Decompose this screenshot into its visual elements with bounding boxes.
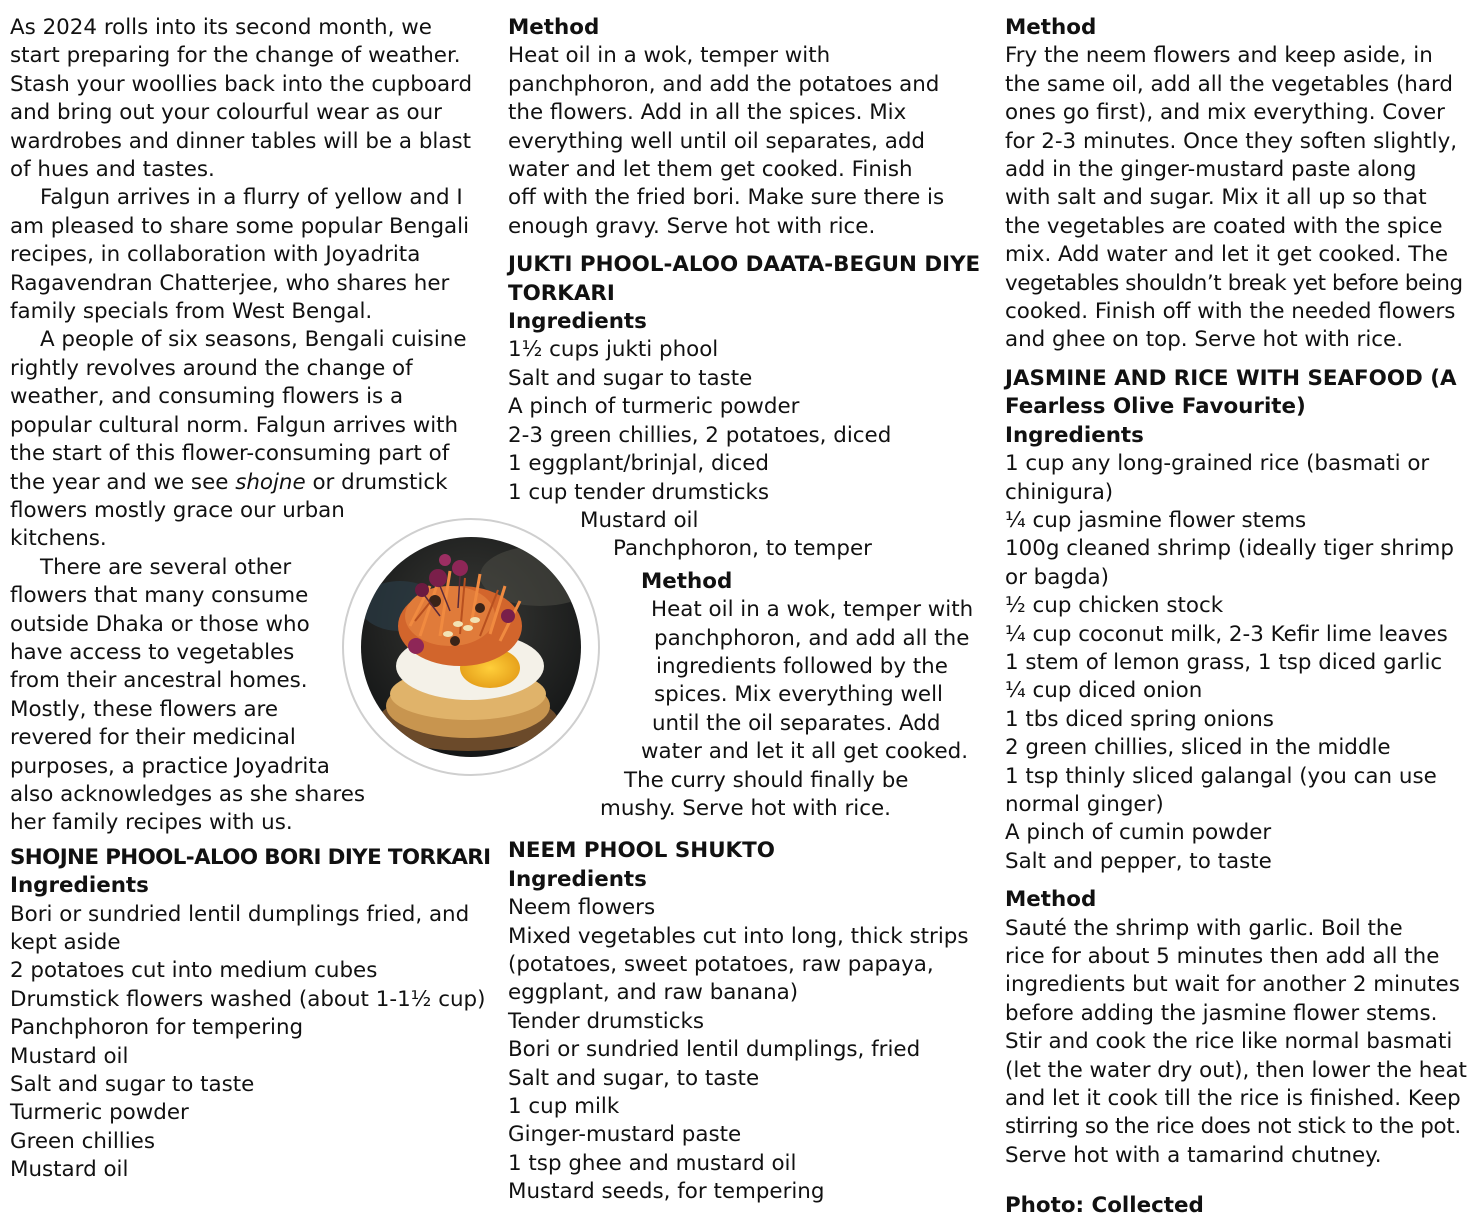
ingredient-line: ¼ cup jasmine flower stems bbox=[1005, 507, 1307, 533]
method-line: until the oil separates. Add bbox=[652, 710, 941, 736]
ingredient-line: ½ cup chicken stock bbox=[1005, 593, 1224, 619]
ingredient-line: chinigura) bbox=[1005, 479, 1114, 505]
text-fragment: or drumstick bbox=[305, 469, 448, 495]
ingredients-heading: Ingredients bbox=[508, 309, 647, 335]
recipe-title: JASMINE AND RICE WITH SEAFOOD (A bbox=[1005, 365, 1457, 391]
text-line: and bring out your colourful wear as our bbox=[10, 100, 442, 126]
method-line: ingredients but wait for another 2 minutes bbox=[1005, 972, 1460, 998]
recipe-title: SHOJNE PHOOL-ALOO BORI DIYE TORKARI bbox=[10, 844, 491, 870]
ingredient-line: kept aside bbox=[10, 930, 121, 955]
ingredient-line: 1 stem of lemon grass, 1 tsp diced garlic bbox=[1005, 649, 1443, 675]
ingredient-line: 1 tsp thinly sliced galangal (you can use bbox=[1005, 763, 1437, 789]
ingredient-line: 2-3 green chillies, 2 potatoes, diced bbox=[508, 422, 892, 448]
ingredient-line: 2 potatoes cut into medium cubes bbox=[10, 958, 378, 984]
text-line: A people of six seasons, Bengali cuisine bbox=[40, 327, 467, 353]
text-line: flowers mostly grace our urban bbox=[10, 497, 345, 523]
method-line: Serve hot with a tamarind chutney. bbox=[1005, 1142, 1382, 1168]
intro-paragraph bbox=[10, 14, 472, 184]
text-line: popular cultural norm. Falgun arrives with bbox=[10, 412, 459, 438]
method-heading: Method bbox=[1005, 15, 1097, 40]
ingredient-line: 1 eggplant/brinjal, diced bbox=[508, 451, 769, 477]
recipe-shojne bbox=[10, 844, 491, 1185]
method-line: for 2-3 minutes. Once they soften slightly, bbox=[1005, 128, 1458, 154]
ingredient-line: normal ginger) bbox=[1005, 791, 1164, 817]
ingredient-line: Panchphoron for tempering bbox=[10, 1015, 304, 1041]
text-line: weather, and consuming flowers is a bbox=[10, 384, 404, 410]
text-line: Mostly, these flowers are bbox=[10, 696, 279, 722]
method-neem bbox=[1005, 14, 1467, 355]
ingredient-line: A pinch of cumin powder bbox=[1005, 820, 1272, 846]
text-line: As 2024 rolls into its second month, we bbox=[10, 15, 432, 40]
method-jasmine bbox=[1005, 886, 1467, 1170]
recipe-neem bbox=[508, 837, 970, 1206]
text-line bbox=[10, 469, 472, 497]
ingredient-line: Bori or sundried lentil dumplings, fried bbox=[508, 1037, 921, 1063]
method-line: off with the fried bori. Make sure there is bbox=[508, 185, 945, 211]
text-line: purposes, a practice Joyadrita bbox=[10, 753, 330, 779]
ingredient-line: Panchphoron, to temper bbox=[613, 536, 872, 562]
method-line: mushy. Serve hot with rice. bbox=[600, 795, 891, 821]
text-line: start preparing for the change of weather. bbox=[10, 43, 461, 69]
text-line: Falgun arrives in a flurry of yellow and I bbox=[40, 185, 463, 211]
ingredient-line: 1 cup milk bbox=[508, 1094, 620, 1120]
ingredient-line: Mixed vegetables cut into long, thick strips bbox=[508, 923, 969, 949]
text-line: Stash your woollies back into the cupboard bbox=[10, 71, 473, 97]
recipe-title: TORKARI bbox=[508, 280, 615, 306]
method-line: vegetables shouldn’t break yet before being bbox=[1005, 270, 1463, 296]
method-shojne bbox=[508, 14, 970, 241]
method-line: water and let them get cooked. Finish bbox=[508, 157, 913, 183]
text-line: of hues and tastes. bbox=[10, 157, 215, 183]
ingredient-line: Salt and pepper, to taste bbox=[1005, 848, 1272, 874]
method-line: Stir and cook the rice like normal basmati bbox=[1005, 1029, 1453, 1055]
method-heading: Method bbox=[508, 15, 600, 40]
text-line: revered for their medicinal bbox=[10, 725, 296, 751]
ingredient-line: ¼ cup coconut milk, 2-3 Kefir lime leaves bbox=[1005, 621, 1448, 647]
ingredient-line: Mustard seeds, for tempering bbox=[508, 1179, 825, 1205]
ingredients-heading: Ingredients bbox=[1005, 422, 1144, 448]
ingredient-line: Turmeric powder bbox=[10, 1100, 189, 1126]
ingredient-line: 1 cup any long-grained rice (basmati or bbox=[1005, 451, 1430, 477]
ingredient-line: Bori or sundried lentil dumplings fried, and bbox=[10, 901, 470, 927]
ingredient-line: Green chillies bbox=[10, 1128, 155, 1154]
text-line: There are several other bbox=[40, 554, 292, 580]
method-line: with salt and sugar. Mix it all up so that bbox=[1005, 185, 1427, 211]
method-line: add in the ginger-mustard paste along bbox=[1005, 157, 1417, 183]
text-line: the start of this flower-consuming part of bbox=[10, 441, 450, 467]
ingredient-line: Ginger-mustard paste bbox=[508, 1122, 742, 1148]
method-line: enough gravy. Serve hot with rice. bbox=[508, 213, 876, 239]
ingredient-line: 1 tbs diced spring onions bbox=[1005, 706, 1274, 732]
text-line: rightly revolves around the change of bbox=[10, 355, 413, 381]
method-heading: Method bbox=[1005, 887, 1097, 913]
method-line: and let it cook till the rice is finished. Keep bbox=[1005, 1086, 1461, 1112]
ingredient-line: or bagda) bbox=[1005, 564, 1109, 590]
ingredient-line: (potatoes, sweet potatoes, raw papaya, bbox=[508, 952, 934, 977]
method-line: spices. Mix everything well bbox=[654, 682, 943, 708]
ingredient-line: Salt and sugar, to taste bbox=[508, 1065, 760, 1091]
ingredient-line: 1 cup tender drumsticks bbox=[508, 479, 770, 505]
paragraph-falgun bbox=[10, 184, 472, 326]
ingredient-line: 100g cleaned shrimp (ideally tiger shrimp bbox=[1005, 536, 1454, 562]
text-line: Ragavendran Chatterjee, who shares her bbox=[10, 270, 450, 296]
method-line: mix. Add water and let it get cooked. The bbox=[1005, 242, 1449, 268]
method-line: (let the water dry out), then lower the heat bbox=[1005, 1057, 1467, 1083]
ingredient-line: Mustard oil bbox=[580, 507, 699, 533]
recipe-title: Fearless Olive Favourite) bbox=[1005, 394, 1306, 420]
ingredient-line: ¼ cup diced onion bbox=[1005, 678, 1203, 704]
food-photo bbox=[340, 516, 602, 778]
method-line: The curry should finally be bbox=[624, 767, 909, 793]
method-line: panchphoron, and add the potatoes and bbox=[508, 71, 940, 97]
column-3 bbox=[1005, 14, 1467, 1221]
text-line: have access to vegetables bbox=[10, 639, 295, 665]
ingredients-heading: Ingredients bbox=[508, 866, 647, 892]
ingredient-line: Mustard oil bbox=[10, 1043, 129, 1069]
method-line: Sauté the shrimp with garlic. Boil the bbox=[1005, 915, 1403, 941]
text-line: also acknowledges as she shares bbox=[10, 781, 365, 807]
ingredient-line: Mustard oil bbox=[10, 1157, 129, 1183]
method-heading: Method bbox=[641, 568, 733, 594]
method-line: ingredients followed by the bbox=[656, 653, 948, 679]
method-line: rice for about 5 minutes then add all the bbox=[1005, 944, 1440, 969]
ingredient-line: A pinch of turmeric powder bbox=[508, 394, 800, 420]
method-line: panchphoron, and add all the bbox=[654, 625, 970, 651]
italic-term: shojne bbox=[235, 469, 306, 495]
ingredient-line: eggplant, and raw banana) bbox=[508, 980, 799, 1006]
recipe-jasmine bbox=[1005, 365, 1467, 876]
method-line: Heat oil in a wok, temper with bbox=[508, 43, 831, 69]
method-line: Fry the neem flowers and keep aside, in bbox=[1005, 43, 1433, 69]
ingredient-line: Salt and sugar to taste bbox=[508, 365, 753, 391]
method-line: Heat oil in a wok, temper with bbox=[651, 597, 974, 623]
recipe-title: NEEM PHOOL SHUKTO bbox=[508, 838, 775, 864]
photo-credit: Photo: Collected bbox=[1005, 1193, 1204, 1219]
method-line: water and let it all get cooked. bbox=[641, 739, 969, 765]
method-line: stirring so the rice does not stick to the pot. bbox=[1005, 1114, 1461, 1140]
text-line: flowers that many consume bbox=[10, 583, 309, 609]
ingredient-line: 1½ cups jukti phool bbox=[508, 337, 719, 363]
ingredient-line: 2 green chillies, sliced in the middle bbox=[1005, 735, 1391, 761]
method-line: the vegetables are coated with the spice bbox=[1005, 213, 1443, 239]
ingredient-line: Neem flowers bbox=[508, 895, 656, 921]
method-line: the same oil, add all the vegetables (hard bbox=[1005, 71, 1453, 97]
text-line: am pleased to share some popular Bengali bbox=[10, 213, 470, 239]
method-line: everything well until oil separates, add bbox=[508, 128, 926, 154]
method-line: the flowers. Add in all the spices. Mix bbox=[508, 100, 907, 126]
ingredient-line: Drumstick flowers washed (about 1-1½ cup) bbox=[10, 986, 486, 1012]
photo-content bbox=[340, 516, 602, 778]
recipe-title: JUKTI PHOOL-ALOO DAATA-BEGUN DIYE bbox=[508, 252, 981, 278]
text-line: her family recipes with us. bbox=[10, 810, 293, 836]
ingredient-line: Tender drumsticks bbox=[508, 1008, 705, 1034]
text-fragment: the year and we see bbox=[10, 469, 236, 495]
text-line: recipes, in collaboration with Joyadrita bbox=[10, 242, 421, 268]
ingredients-heading: Ingredients bbox=[10, 873, 149, 899]
text-line: from their ancestral homes. bbox=[10, 668, 308, 694]
method-line: before adding the jasmine flower stems. bbox=[1005, 1000, 1438, 1026]
method-line: ones go first), and mix everything. Cover bbox=[1005, 100, 1445, 126]
text-line: kitchens. bbox=[10, 526, 107, 552]
ingredient-line: 1 tsp ghee and mustard oil bbox=[508, 1150, 797, 1176]
method-line: and ghee on top. Serve hot with rice. bbox=[1005, 327, 1404, 353]
text-line: wardrobes and dinner tables will be a blast bbox=[10, 128, 471, 154]
ingredient-line: Salt and sugar to taste bbox=[10, 1072, 255, 1098]
method-line: cooked. Finish off with the needed flowers bbox=[1005, 299, 1456, 325]
text-line: family specials from West Bengal. bbox=[10, 299, 373, 325]
text-line: outside Dhaka or those who bbox=[10, 611, 310, 637]
